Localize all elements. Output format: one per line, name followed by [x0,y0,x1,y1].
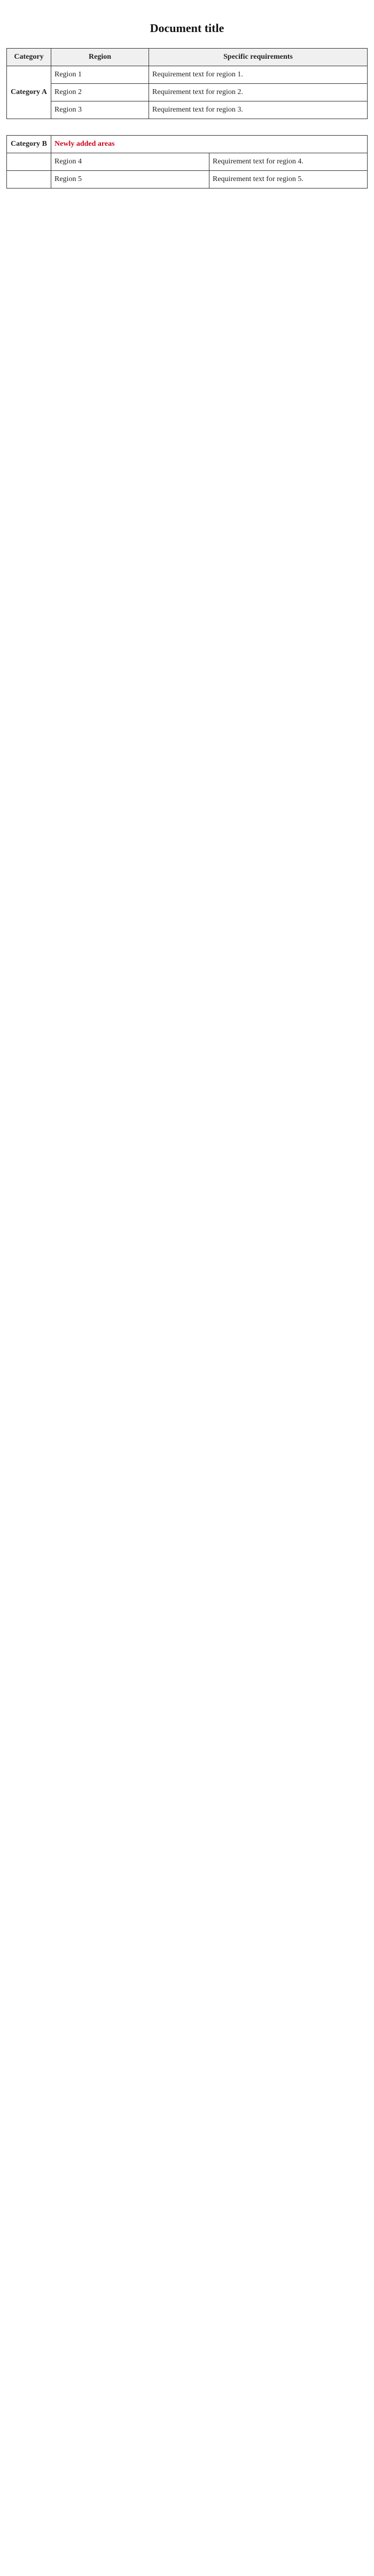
header-category: Category [7,49,51,66]
requirement-cell: Requirement text for region 1. [149,66,368,84]
section-one [7,66,368,119]
section-gap [6,119,368,135]
table-row [7,171,368,189]
doc-title: Document title [150,21,224,35]
section-two-highlight-row [7,136,368,153]
requirement-cell: Requirement text for region 5. [209,171,368,189]
region-cell: Region 2 [51,84,149,101]
requirement-cell: Requirement text for region 2. [149,84,368,101]
second-section-table [6,135,368,189]
category-spacer [7,171,51,189]
category-cell: Category A [7,66,51,119]
requirement-cell: Requirement text for region 4. [209,153,368,171]
section-two [7,153,368,189]
section-two-category: Category B [7,136,51,153]
table-row [7,101,368,119]
requirements-table [6,48,368,119]
region-cell: Region 1 [51,66,149,84]
table-row [7,66,368,84]
header-region: Region [51,49,149,66]
table-row [7,153,368,171]
table-header-row [7,49,368,66]
region-cell: Region 5 [51,171,209,189]
category-spacer [7,153,51,171]
section-two-highlight: Newly added areas [51,136,368,153]
table-row [7,84,368,101]
page [6,0,368,221]
requirement-cell: Requirement text for region 3. [149,101,368,119]
region-cell: Region 4 [51,153,209,171]
header-requirement: Specific requirements [149,49,368,66]
region-cell: Region 3 [51,101,149,119]
